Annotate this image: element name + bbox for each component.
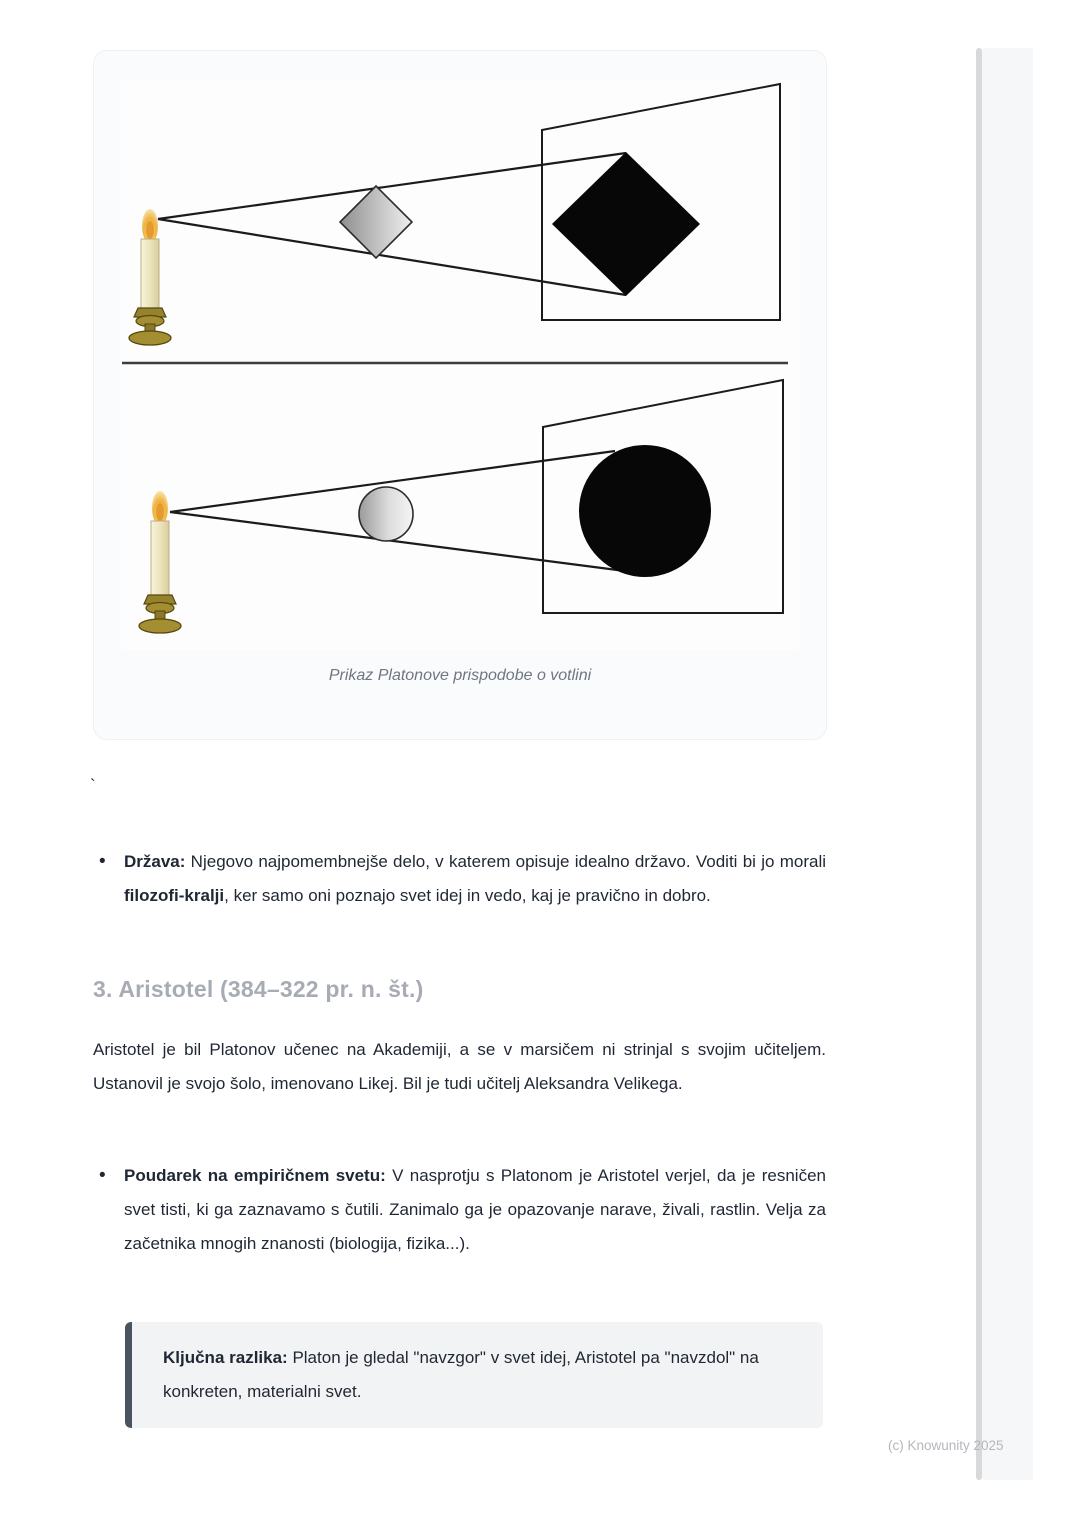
scrollbar-thumb[interactable] — [976, 48, 982, 1480]
figure-card — [93, 50, 827, 740]
cave-allegory-svg — [120, 80, 800, 650]
bullet-drzava-text2: , ker samo oni poznajo svet idej in vedo, kaj je pravično in dobro. — [224, 886, 711, 905]
bullet-list-plato — [93, 845, 826, 913]
callout-text — [163, 1341, 797, 1409]
bottom-panel — [139, 380, 783, 633]
top-panel — [129, 84, 780, 345]
aristotel-intro-paragraph: Aristotel je bil Platonov učenec na Akademiji, a se v marsičem ni strinjal s svojim učiteljem. Ustanovil je svojo šolo, imenovano Likej. Bil je tudi učitelj Aleksandra Velikega. — [93, 1040, 826, 1093]
figure-caption: Prikaz Platonove prispodobe o votlini — [328, 667, 592, 684]
candle-holder-base — [139, 619, 181, 633]
stray-backtick-text: ` — [90, 776, 96, 795]
key-difference-callout — [125, 1322, 823, 1428]
candle-icon — [129, 209, 171, 345]
bullet-empiricni-lead: Poudarek na empiričnem svetu: — [124, 1166, 386, 1185]
candle-body — [151, 521, 169, 595]
bullet-drzava-bold2: filozofi-kralji — [124, 886, 225, 905]
scrollbar-track[interactable] — [982, 48, 1033, 1480]
shadow-circle — [579, 445, 711, 577]
flame-core — [146, 221, 154, 239]
callout-body: Platon je gledal "navzgor" v svet idej, Aristotel pa "navzdol" na konkreten, materialni svet. — [163, 1348, 759, 1401]
copyright-footer: (c) Knowunity 2025 — [888, 1438, 1004, 1453]
cave-allegory-illustration — [120, 80, 800, 650]
candle-body — [141, 239, 159, 308]
callout-lead: Ključna razlika: — [163, 1348, 288, 1367]
bullet-drzava — [93, 845, 826, 913]
bullet-drzava-lead: Država: — [124, 852, 186, 871]
flame-core — [156, 503, 164, 521]
shadow-diamond — [552, 152, 700, 296]
bullet-empiricni-svet — [93, 1159, 826, 1261]
object-sphere — [359, 487, 413, 541]
candle-holder-base — [129, 331, 171, 345]
object-diamond — [340, 186, 412, 258]
bullet-empiricni-text: V nasprotju s Platonom je Aristotel verjel, da je resničen svet tisti, ki ga zaznavamo s čutili. Zanimalo ga je opazovanje narave, živali, rastlin. Velja za začetnika mnogih znanosti (biologija, fizika...). — [124, 1166, 826, 1253]
bullet-drzava-text1: Njegovo najpomembnejše delo, v katerem opisuje idealno državo. Voditi bi jo morali — [185, 852, 826, 871]
section-heading-aristotel: 3. Aristotel (384–322 pr. n. št.) — [93, 976, 424, 1002]
bullet-list-aristotel — [93, 1159, 826, 1261]
